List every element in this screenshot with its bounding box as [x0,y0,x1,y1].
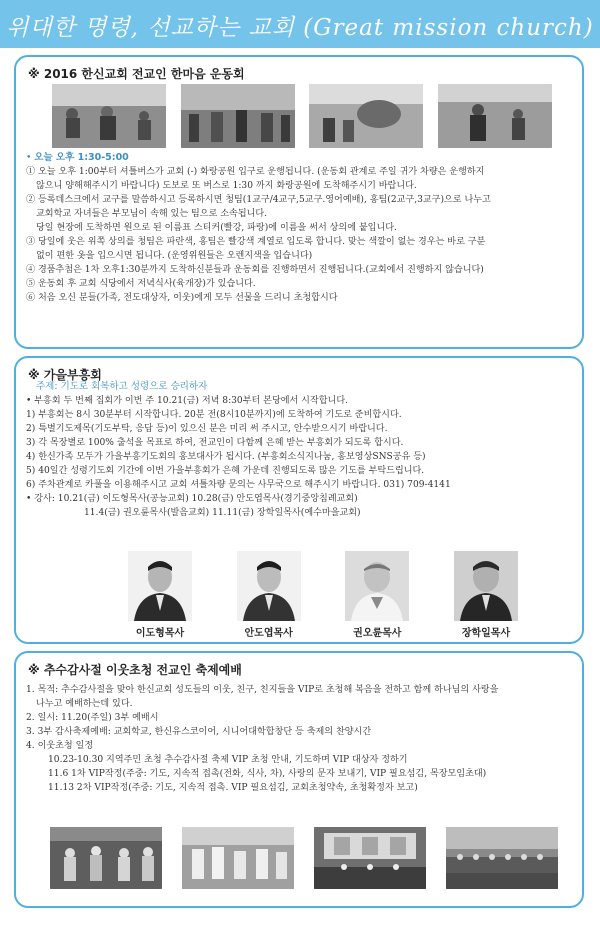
pastor-name: 이도형목사 [135,628,185,639]
revival-line: • 부흥회 두 번째 집회가 이번 주 10.21(금) 저녁 8:30부터 본당에서 시작합니다. [26,396,349,406]
sports-line: 교회학교 자녀들은 부모님이 속해 있는 팀으로 소속됩니다. [36,209,268,219]
pastor-name: 안도엽목사 [244,628,293,639]
thanksgiving-photo [314,827,426,889]
sports-line: ⑤ 운동회 후 교회 식당에서 저녁식사(육개장)가 있습니다. [26,279,256,289]
sports-line: ③ 당일에 웃은 위쪽 상의를 청팀은 파란색, 홍팀은 빨강색 계열로 입도록 합니다. 맞는 색깔이 없는 경우는 바로 구분 [26,237,486,247]
pastor-photo [345,551,409,621]
pastor-name: 권오륜목사 [353,628,402,639]
thanksgiving-photo-row [50,827,558,889]
thanks-line: 10.23-10.30 지역주민 초청 추수감사절 축제 VIP 초청 안내, 기도하며 VIP 대상자 정하기 [48,755,408,765]
revival-details [26,380,574,520]
sports-day-details: • 오늘 오후 1:30-5:00 ① 오늘 오후 1:00부터 셔틀버스가 교회 (-) 화랑공원 입구로 운행됩니다. (운동회 관계로 주일 귀가 차량은 운행하지 않으니 양해해주시기 바랍니다) 도보로 또 버스로 1:30 까지 화랑공원에 도착해주시기 바랍니다. ② 등록데스크에서 교구를 말씀하시고 등록하시면 청팀(1교구/4교구,5교구.영어예배), 홍팀(2교구,3교구)으로 나누고 교회학교 자녀들은 부모님이 속해 있는 팀으로 소속됩니다. 당일 현장에 도착하면 원으로 된 이름표 스티커(빨강, 파랑)에 이름을 써서 상의에 붙입니다. ③ 당일에 웃은 위쪽 상의를 청팀은 파란색, 홍팀은 빨강색 계열로 입도록 합니다. 맞는 색깔이 없는 경우는 바로 구분 없이 편한 옷을 입으시면 됩니다. (운영위원들은 오렌지색을 입습니다) ④ 경품추첨은 1차 오후1:30분까지 도착하신분들과 운동회를 진행하면서 진행됩니다.(교회에서 진행하지 않습니다) ⑤ 운동회 후 교회 식당에서 저녁식사(육개장)가 있습니다. ⑥ 처음 오신 분들(가족, 전도대상자, 이웃)에게 모두 선물을 드리니 초청합시다 [26,151,574,305]
sports-line: ② 등록데스크에서 교구를 말씀하시고 등록하시면 청팀(1교구/4교구,5교구.영어예배), 홍팀(2교구,3교구)으로 나누고 [26,195,491,205]
revival-line: 5) 40일간 성령기도회 기간에 이번 가을부흥회가 은혜 가운데 진행되도록 많은 기도를 부탁드립니다. [26,466,425,476]
thanks-line: 3. 3부 감사축제예배: 교회학교, 한신유스코이어, 시니어대학합창단 등 축제의 찬양시간 [26,727,372,737]
banner-title: 위대한 명령, 선교하는 교회 (Great mission church) [6,15,594,41]
revival-theme: 주제: 기도로 회복하고 성령으로 승리하자 [36,381,208,392]
sports-line: 없이 편한 옷을 입으시면 됩니다. (운영위원들은 오렌지색을 입습니다) [36,251,313,261]
sports-day-title: ※ 2016 한신교회 전교인 한마음 운동회 [28,67,245,81]
thanksgiving-photo [182,827,294,889]
sports-photo [438,84,552,148]
revival-title: ※ 가을부흥회 [28,368,102,382]
pastor-card [128,551,192,639]
sports-line: 않으니 양해해주시기 바랍니다) 도보로 또 버스로 1:30 까지 화랑공원에 도착해주시기 바랍니다. [36,181,417,191]
pastor-card [345,551,409,639]
revival-line: 4) 한신가족 모두가 가을부흥기도회의 홍보대사가 됩시다. (부흥회소식지나눔, 홍보영상SNS공유 등) [26,452,426,462]
thanksgiving-photo [446,827,558,889]
sports-line: ⑥ 처음 오신 분들(가족, 전도대상자, 이웃)에게 모두 선물을 드리니 초청합시다 [26,293,338,303]
revival-speakers: 11.4(금) 권오륜목사(발음교회) 11.11(금) 장학일목사(예수마을교회) [84,508,361,518]
pastor-card [454,551,518,639]
pastor-photo [128,551,192,621]
thanksgiving-details [26,683,574,795]
sports-photo [309,84,423,148]
pastor-name: 장학일목사 [461,628,511,639]
pastor-photo [454,551,518,621]
sports-line: ① 오늘 오후 1:00부터 셔틀버스가 교회 (-) 화랑공원 입구로 운행됩니다. (운동회 관계로 주일 귀가 차량은 운행하지 [26,167,485,177]
thanks-line: 나누고 예배하는데 있다. [36,699,133,709]
pastor-row [128,551,518,639]
revival-line: 6) 주차관계로 카풀을 이용해주시고 교회 셔틀차량 문의는 사무국으로 해주시기 바랍니다. 031) 709-4141 [26,480,451,490]
sports-line: ④ 경품추첨은 1차 오후1:30분까지 도착하신분들과 운동회를 진행하면서 진행됩니다.(교회에서 진행하지 않습니다) [26,265,484,275]
sports-line: 당일 현장에 도착하면 원으로 된 이름표 스티커(빨강, 파랑)에 이름을 써서 상의에 붙입니다. [36,223,397,233]
thanks-line: 11.13 2차 VIP작정(주중: 기도, 지속적 접촉. VIP 필요섬김, 교회초청약속, 초청확정자 보고) [48,783,418,793]
revival-line: 2) 특별기도제목(기도부탁, 응답 등)이 있으신 분은 미리 써 주시고, 안수받으시기 바랍니다. [26,424,388,434]
revival-line: 3) 각 목장별로 100% 출석을 목표로 하여, 전교인이 다함께 은혜 받는 부흥회가 되도록 합시다. [26,438,404,448]
thanks-line: 1. 목적: 추수감사절을 맞아 한신교회 성도들의 이웃, 친구, 친지들을 VIP로 초청해 복음을 전하고 함께 하나님의 사랑을 [26,685,499,695]
pastor-card [237,551,301,639]
thanks-line: 2. 일시: 11.20(주일) 3부 예배시 [26,713,159,723]
sports-photo [181,84,295,148]
pastor-photo [237,551,301,621]
sports-photo-row [52,84,552,148]
thanks-line: 4. 이웃초청 일정 [26,741,94,751]
thanksgiving-photo [50,827,162,889]
sports-day-section [14,55,584,349]
sports-photo [52,84,166,148]
header-banner [0,0,600,48]
revival-section [14,356,584,644]
thanks-line: 11.6 1차 VIP작정(주중: 기도, 지속적 접촉(전화, 식사, 차), 사랑의 문자 보내기, VIP 필요섬김, 목장모임초대) [48,769,487,779]
sports-day-time: 오늘 오후 1:30-5:00 [34,152,129,163]
revival-speakers: • 강사: 10.21(금) 이도형목사(공능교회) 10.28(금) 안도엽목사(경기중앙침례교회) [26,494,358,504]
thanksgiving-title: ※ 추수감사절 이웃초청 전교인 축제예배 [28,663,242,677]
revival-line: 1) 부흥회는 8시 30분부터 시작합니다. 20분 전(8시10분까지)에 도착하여 기도로 준비합시다. [26,410,402,420]
thanksgiving-section [14,651,584,908]
